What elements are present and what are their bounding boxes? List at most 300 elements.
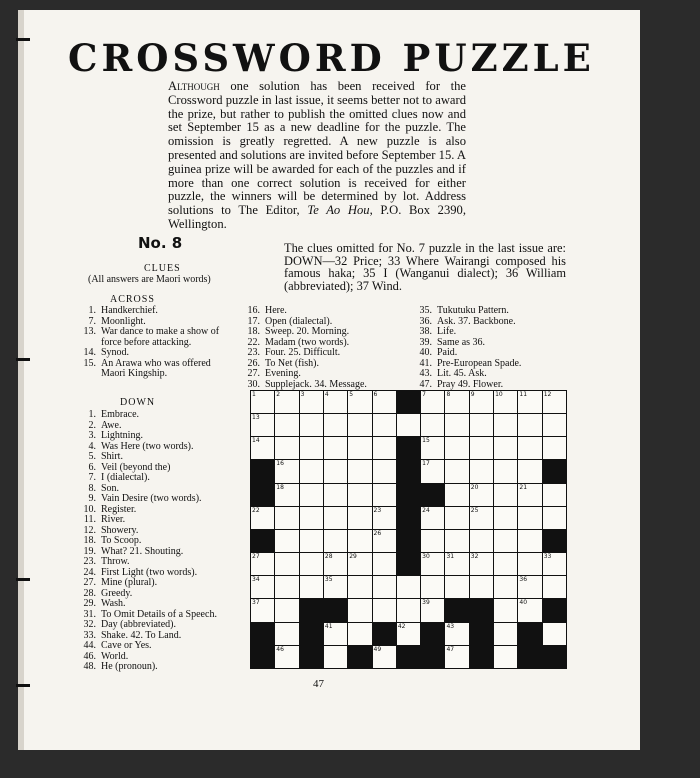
clue-text: Paid. — [437, 347, 458, 358]
cell-number: 39 — [422, 599, 430, 607]
clue-number: 18. — [83, 535, 96, 546]
clue-item — [412, 327, 592, 338]
grid-cell[interactable] — [373, 530, 396, 552]
grid-cell[interactable] — [421, 414, 444, 436]
grid-cell[interactable] — [470, 391, 493, 413]
grid-cell[interactable] — [275, 484, 298, 506]
clue-number: 27. — [83, 577, 96, 588]
clue-text: Synod. — [101, 347, 130, 358]
clues-heading: CLUES — [144, 263, 181, 274]
clue-text: Register. — [101, 503, 137, 515]
grid-cell[interactable] — [445, 414, 468, 436]
grid-block — [397, 530, 420, 552]
grid-cell[interactable] — [518, 414, 541, 436]
grid-cell[interactable] — [397, 623, 420, 645]
cell-number: 14 — [252, 437, 260, 445]
grid-cell[interactable] — [494, 599, 517, 621]
grid-cell[interactable] — [518, 391, 541, 413]
grid-cell[interactable] — [470, 460, 493, 482]
clue-item — [240, 327, 416, 338]
grid-cell[interactable] — [348, 553, 371, 575]
cell-number: 12 — [543, 391, 552, 398]
grid-cell[interactable] — [421, 507, 444, 529]
grid-cell[interactable] — [470, 507, 493, 529]
grid-cell[interactable] — [494, 484, 517, 506]
grid-block — [470, 646, 493, 668]
clue-number: 18. — [247, 326, 260, 337]
cell-number: 34 — [252, 576, 260, 584]
grid-cell[interactable] — [470, 437, 493, 459]
clue-text: I (dialectal). — [101, 472, 150, 483]
clue-text: Evening. — [265, 368, 301, 379]
clue-number: 23. — [83, 556, 96, 567]
clue-item — [76, 620, 248, 631]
grid-block — [397, 646, 420, 668]
grid-block — [397, 553, 420, 575]
clue-number: 33. — [83, 629, 96, 641]
cell-number: 2 — [276, 391, 281, 398]
grid-cell[interactable] — [373, 507, 396, 529]
clue-item — [76, 578, 248, 589]
cell-number: 32 — [470, 553, 479, 561]
grid-cell[interactable] — [543, 553, 566, 575]
clue-item — [76, 452, 248, 463]
grid-cell[interactable] — [421, 553, 444, 575]
clue-item — [76, 641, 248, 652]
clue-text: Pray 49. Flower. — [437, 378, 504, 390]
grid-cell[interactable] — [494, 414, 517, 436]
clue-number: 22. — [247, 336, 260, 348]
grid-cell[interactable] — [494, 460, 517, 482]
grid-cell[interactable] — [373, 553, 396, 575]
grid-cell[interactable] — [445, 553, 468, 575]
grid-cell[interactable] — [275, 646, 298, 668]
grid-cell[interactable] — [348, 507, 371, 529]
grid-block — [543, 599, 566, 621]
intro-body: one solution has been received for the Crossword puzzle in last issue, it seems better not to award the prize, but rather to publish the omitted clues now and set September 15 as a new deadline for the puzzle. The omission is greatly regretted. A new puzzle is also presented and solutions are invited before September 15. A guinea prize will be awarded for each of the puzzles and if more than one correct solution is received for either puzzle, the winners will be determined by lot. Address solutions to The Editor, — [168, 79, 466, 218]
grid-cell[interactable] — [494, 507, 517, 529]
cell-number: 9 — [470, 391, 475, 398]
grid-cell[interactable] — [275, 623, 298, 645]
grid-cell[interactable] — [494, 530, 517, 552]
grid-cell[interactable] — [324, 437, 347, 459]
clue-number: 4. — [88, 440, 96, 452]
clue-number: 1. — [88, 409, 96, 420]
cell-number: 10 — [495, 391, 503, 398]
cell-number: 37 — [252, 599, 260, 607]
grid-cell[interactable] — [373, 460, 396, 482]
grid-block — [397, 507, 420, 529]
grid-cell[interactable] — [373, 437, 396, 459]
clue-number: 9. — [88, 493, 96, 504]
grid-cell[interactable] — [397, 414, 420, 436]
clue-item — [240, 348, 416, 359]
grid-cell[interactable] — [324, 484, 347, 506]
clue-text: Veil (beyond the) — [101, 461, 171, 473]
clue-text: Shirt. — [101, 451, 123, 462]
grid-cell[interactable] — [251, 576, 274, 598]
clue-number: 12. — [83, 524, 96, 536]
cell-number: 1 — [252, 391, 256, 398]
grid-block — [251, 530, 274, 552]
clue-text: First Light (two words). — [101, 566, 198, 578]
clue-item — [76, 327, 234, 348]
clue-number: 28. — [83, 587, 96, 599]
clue-item — [412, 306, 592, 317]
grid-block — [397, 460, 420, 482]
grid-block — [300, 623, 323, 645]
grid-cell[interactable] — [348, 437, 371, 459]
grid-cell[interactable] — [445, 460, 468, 482]
clue-item — [76, 410, 248, 421]
cell-number: 4 — [324, 391, 329, 398]
grid-cell[interactable] — [324, 507, 347, 529]
grid-cell[interactable] — [275, 437, 298, 459]
grid-cell[interactable] — [518, 553, 541, 575]
clue-number: 38. — [419, 326, 432, 337]
clue-text: Awe. — [101, 419, 122, 431]
clue-text: Shake. 42. To Land. — [101, 629, 182, 641]
clue-text: River. — [101, 514, 126, 525]
grid-cell[interactable] — [324, 460, 347, 482]
cell-number: 31 — [446, 553, 455, 561]
clue-number: 3. — [88, 430, 96, 441]
grid-block — [397, 391, 420, 413]
clue-text: Ask. 37. Backbone. — [437, 315, 516, 327]
grid-cell[interactable] — [373, 646, 396, 668]
clue-number: 2. — [88, 419, 96, 431]
grid-cell[interactable] — [275, 599, 298, 621]
clue-number: 7. — [88, 472, 96, 483]
clue-item — [240, 369, 416, 380]
clue-item — [76, 473, 248, 484]
clue-number: 11. — [83, 514, 96, 525]
clue-item — [76, 494, 248, 505]
clue-text: Four. 25. Difficult. — [265, 347, 341, 358]
clue-item — [240, 306, 416, 317]
grid-block — [397, 484, 420, 506]
grid-block — [348, 646, 371, 668]
clue-number: 31. — [83, 608, 96, 620]
clue-text: Lightning. — [101, 430, 143, 441]
grid-cell[interactable] — [275, 576, 298, 598]
grid-cell[interactable] — [494, 576, 517, 598]
grid-cell[interactable] — [518, 576, 541, 598]
grid-cell[interactable] — [324, 391, 347, 413]
clue-text: To Omit Details of a Speech. — [101, 608, 217, 620]
grid-cell[interactable] — [397, 576, 420, 598]
clue-number: 29. — [83, 598, 96, 609]
clue-item — [76, 306, 234, 317]
grid-cell[interactable] — [324, 576, 347, 598]
clue-number: 40. — [419, 347, 432, 358]
grid-cell[interactable] — [275, 507, 298, 529]
grid-cell[interactable] — [324, 646, 347, 668]
clue-number: 23. — [247, 347, 260, 358]
clue-item — [76, 557, 248, 568]
cell-number: 49 — [373, 645, 382, 653]
grid-cell[interactable] — [251, 414, 274, 436]
grid-cell[interactable] — [348, 484, 371, 506]
grid-cell[interactable] — [470, 530, 493, 552]
clue-number: 14. — [83, 347, 96, 358]
cell-number: 22 — [252, 506, 260, 514]
cell-number: 27 — [252, 553, 260, 561]
clue-number: 16. — [247, 305, 260, 316]
clue-text: To Net (fish). — [265, 357, 320, 369]
grid-cell[interactable] — [543, 576, 566, 598]
grid-cell[interactable] — [543, 507, 566, 529]
clue-item — [412, 380, 592, 391]
cell-number: 6 — [373, 391, 378, 398]
clue-number: 43. — [419, 368, 432, 379]
clue-number: 48. — [83, 661, 96, 672]
grid-cell[interactable] — [445, 484, 468, 506]
grid-cell[interactable] — [275, 391, 298, 413]
grid-cell[interactable] — [348, 460, 371, 482]
magazine-name: Te Ao Hou — [307, 203, 370, 218]
grid-cell[interactable] — [373, 391, 396, 413]
clue-item — [76, 348, 234, 359]
cell-number: 7 — [422, 391, 426, 398]
cell-number: 30 — [422, 553, 430, 561]
grid-cell[interactable] — [445, 530, 468, 552]
grid-cell[interactable] — [543, 391, 566, 413]
cell-number: 20 — [470, 483, 479, 491]
clue-text: To Scoop. — [101, 535, 142, 546]
grid-cell[interactable] — [494, 623, 517, 645]
grid-cell[interactable] — [421, 576, 444, 598]
grid-cell[interactable] — [251, 391, 274, 413]
grid-cell[interactable] — [543, 623, 566, 645]
grid-cell[interactable] — [518, 530, 541, 552]
clue-number: 13. — [83, 326, 96, 337]
clue-text: Son. — [101, 482, 120, 494]
grid-block — [421, 623, 444, 645]
grid-cell[interactable] — [324, 530, 347, 552]
grid-cell[interactable] — [300, 484, 323, 506]
grid-cell[interactable] — [348, 414, 371, 436]
grid-cell[interactable] — [445, 391, 468, 413]
grid-cell[interactable] — [324, 623, 347, 645]
clue-text: He (pronoun). — [101, 661, 158, 672]
grid-cell[interactable] — [324, 553, 347, 575]
clue-number: 46. — [83, 650, 96, 662]
grid-cell[interactable] — [300, 391, 323, 413]
clue-text: Supplejack. 34. Message. — [265, 378, 367, 390]
grid-cell[interactable] — [275, 414, 298, 436]
grid-cell[interactable] — [275, 553, 298, 575]
grid-block — [470, 599, 493, 621]
grid-cell[interactable] — [348, 391, 371, 413]
clues-note: (All answers are Maori words) — [88, 274, 211, 285]
clue-text: Was Here (two words). — [101, 440, 194, 452]
clue-number: 32. — [83, 619, 96, 630]
grid-cell[interactable] — [421, 391, 444, 413]
grid-block — [324, 599, 347, 621]
cell-number: 13 — [252, 414, 260, 422]
clue-number: 6. — [88, 461, 96, 473]
puzzle-number: No. 8 — [138, 234, 183, 252]
grid-cell[interactable] — [518, 599, 541, 621]
intro-paragraph — [168, 80, 466, 232]
grid-cell[interactable] — [421, 530, 444, 552]
clue-item — [412, 348, 592, 359]
grid-cell[interactable] — [543, 484, 566, 506]
cell-number: 18 — [276, 483, 284, 491]
grid-cell[interactable] — [470, 484, 493, 506]
cell-number: 26 — [373, 529, 382, 537]
clue-item — [76, 359, 234, 380]
grid-block — [300, 646, 323, 668]
across-clue-list — [76, 306, 234, 380]
magazine-page — [18, 10, 640, 750]
clue-number: 1. — [88, 305, 96, 316]
grid-cell[interactable] — [421, 437, 444, 459]
cell-number: 5 — [349, 391, 354, 398]
clue-text: World. — [101, 650, 129, 662]
grid-cell[interactable] — [518, 437, 541, 459]
clue-text: Sweep. 20. Morning. — [265, 326, 350, 337]
cell-number: 15 — [422, 437, 430, 445]
clue-text: Lit. 45. Ask. — [437, 368, 487, 379]
clue-item — [412, 369, 592, 380]
grid-block — [251, 460, 274, 482]
grid-cell[interactable] — [494, 391, 517, 413]
grid-cell[interactable] — [421, 599, 444, 621]
grid-block — [518, 623, 541, 645]
across-clue-list-continued — [412, 306, 592, 390]
clue-text: War dance to make a show of force before attacking. — [101, 326, 220, 348]
across-clue-list-continued — [240, 306, 416, 390]
grid-cell[interactable] — [421, 460, 444, 482]
grid-cell[interactable] — [445, 507, 468, 529]
clue-text: Greedy. — [101, 587, 133, 599]
clue-text: Mine (plural). — [101, 577, 158, 588]
grid-cell[interactable] — [445, 646, 468, 668]
cell-number: 16 — [276, 460, 284, 468]
page-number: 47 — [313, 678, 324, 690]
grid-block — [300, 599, 323, 621]
grid-block — [251, 623, 274, 645]
grid-cell[interactable] — [470, 553, 493, 575]
grid-cell[interactable] — [300, 460, 323, 482]
grid-block — [470, 623, 493, 645]
grid-cell[interactable] — [300, 507, 323, 529]
grid-cell[interactable] — [251, 553, 274, 575]
clue-text: An Arawa who was offered Maori Kingship. — [101, 357, 211, 379]
grid-cell[interactable] — [543, 437, 566, 459]
grid-cell[interactable] — [543, 414, 566, 436]
grid-cell[interactable] — [300, 576, 323, 598]
grid-block — [421, 484, 444, 506]
grid-cell[interactable] — [494, 646, 517, 668]
grid-cell[interactable] — [470, 576, 493, 598]
grid-cell[interactable] — [348, 530, 371, 552]
cell-number: 25 — [470, 506, 479, 514]
clue-number: 36. — [419, 315, 432, 327]
page-title: CROSSWORD PUZZLE — [68, 36, 595, 80]
cell-number: 11 — [519, 391, 528, 398]
clue-text: Pre-European Spade. — [437, 357, 522, 369]
grid-cell[interactable] — [518, 460, 541, 482]
grid-cell[interactable] — [494, 437, 517, 459]
grid-block — [543, 646, 566, 668]
grid-block — [445, 599, 468, 621]
grid-cell[interactable] — [373, 599, 396, 621]
crossword-grid — [250, 390, 567, 669]
grid-cell[interactable] — [397, 599, 420, 621]
across-heading: ACROSS — [110, 294, 155, 305]
clue-number: 26. — [247, 357, 260, 369]
grid-cell[interactable] — [275, 460, 298, 482]
clue-text: Cave or Yes. — [101, 640, 152, 651]
grid-cell[interactable] — [251, 437, 274, 459]
clue-number: 15. — [83, 357, 96, 369]
cell-number: 41 — [324, 622, 333, 630]
grid-block — [373, 623, 396, 645]
clue-text: Same as 36. — [437, 336, 486, 348]
clue-text: Showery. — [101, 524, 139, 536]
grid-cell[interactable] — [445, 623, 468, 645]
grid-cell[interactable] — [373, 484, 396, 506]
clue-number: 39. — [419, 336, 432, 348]
clue-text: Throw. — [101, 556, 130, 567]
grid-cell[interactable] — [324, 414, 347, 436]
cell-number: 28 — [324, 553, 333, 561]
clue-text: Here. — [265, 305, 287, 316]
grid-cell[interactable] — [300, 530, 323, 552]
clue-text: Embrace. — [101, 409, 140, 420]
grid-cell[interactable] — [251, 507, 274, 529]
grid-cell[interactable] — [373, 414, 396, 436]
clue-item — [76, 599, 248, 610]
grid-cell[interactable] — [300, 553, 323, 575]
grid-cell[interactable] — [300, 437, 323, 459]
grid-cell[interactable] — [445, 437, 468, 459]
grid-cell[interactable] — [275, 530, 298, 552]
margin-mark — [16, 38, 30, 41]
grid-cell[interactable] — [251, 599, 274, 621]
grid-block — [421, 646, 444, 668]
cell-number: 8 — [446, 391, 451, 398]
margin-mark — [16, 358, 30, 361]
grid-cell[interactable] — [445, 576, 468, 598]
grid-cell[interactable] — [300, 414, 323, 436]
grid-cell[interactable] — [518, 484, 541, 506]
grid-cell[interactable] — [373, 576, 396, 598]
clue-text: Moonlight. — [101, 315, 146, 327]
cell-number: 24 — [422, 506, 430, 514]
clue-number: 5. — [88, 451, 96, 462]
grid-cell[interactable] — [348, 623, 371, 645]
page-binding-edge — [18, 10, 24, 750]
clue-text: Open (dialectal). — [265, 315, 333, 327]
grid-block — [518, 646, 541, 668]
grid-block — [397, 437, 420, 459]
cell-number: 36 — [519, 576, 528, 584]
grid-cell[interactable] — [348, 576, 371, 598]
clue-number: 27. — [247, 368, 260, 379]
grid-cell[interactable] — [518, 507, 541, 529]
margin-mark — [16, 578, 30, 581]
cell-number: 43 — [446, 622, 455, 630]
grid-cell[interactable] — [470, 414, 493, 436]
cell-number: 40 — [519, 599, 528, 607]
grid-cell[interactable] — [348, 599, 371, 621]
grid-cell[interactable] — [494, 553, 517, 575]
clue-number: 44. — [83, 640, 96, 651]
